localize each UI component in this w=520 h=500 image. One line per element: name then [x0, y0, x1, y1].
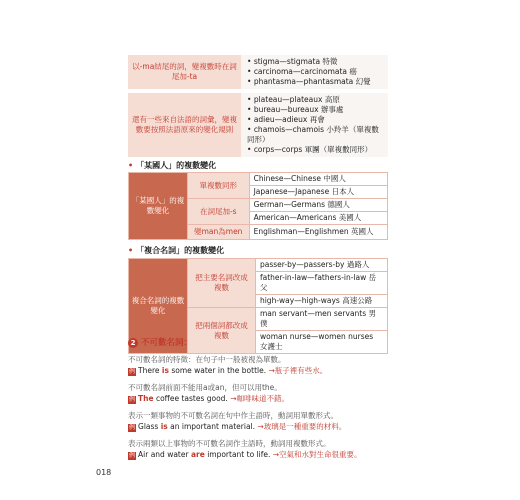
example-cell: woman nurse—women nurses 女護士: [255, 331, 387, 354]
paragraph-block: [128, 382, 388, 404]
example-sentence: 例 Air and water are important to life. →空氣和水對生命很重要。: [129, 450, 362, 459]
example-cell: Englishman—Englishmen 英國人: [249, 225, 387, 240]
rule-cell: 把主要名詞改成複數: [188, 259, 256, 308]
examples-cell: [241, 93, 388, 157]
example-tag: 例: [129, 368, 136, 375]
example-item: • chamois—chamois 小羚羊（單複數同形）: [247, 125, 379, 144]
example-tag: 例: [129, 452, 136, 459]
rule-cell: 在詞尾加-s: [188, 199, 250, 225]
example-sentence: 例 The coffee tastes good. →咖啡味道不錯。: [129, 394, 289, 403]
table-latin-french-plurals: [128, 55, 388, 157]
category-cell: 「某國人」的複數變化: [129, 173, 188, 240]
rule-cell: 單複數同形: [188, 173, 250, 199]
paragraph-block: [128, 410, 388, 432]
example-cell: German—Germans 德國人: [249, 199, 387, 212]
bullet-icon: •: [128, 161, 134, 170]
example-item: • adieu—adieux 再會: [247, 115, 325, 124]
paragraph-block: [128, 354, 388, 376]
table-row: [128, 55, 388, 89]
example-cell: Chinese—Chinese 中國人: [249, 173, 387, 186]
example-cell: passer-by—passers-by 過路人: [255, 259, 387, 272]
example-tag: 例: [129, 424, 136, 431]
section-heading-compound: • 「複合名詞」的複數變化: [128, 246, 225, 255]
example-sentence: 例 Glass is an important material. →玻璃是一種重要的材料。: [129, 422, 347, 431]
example-cell: high-way—high-ways 高速公路: [255, 295, 387, 308]
page-number: 018: [96, 468, 112, 477]
example-item: • carcinoma—carcinomata 癌: [247, 67, 357, 76]
example-cell: American—Americans 美國人: [249, 212, 387, 225]
paragraph-block: [128, 438, 388, 460]
example-item: • corps—corps 軍團（單複數同形）: [247, 145, 373, 154]
rule-cell: 變man為men: [188, 225, 250, 240]
bullet-icon: •: [128, 246, 134, 255]
table-nationality-plurals: [128, 172, 388, 240]
rule-text: 不可數名詞的特徵：在句子中一般被視為單數。: [128, 355, 286, 364]
rule-text: 表示兩類以上事物的不可數名詞作主語時，動詞用複數形式。: [128, 439, 331, 448]
example-tag: 例: [129, 396, 136, 403]
rule-text: 表示一類事物的不可數名詞在句中作主語時，動詞用單數形式。: [128, 411, 338, 420]
section-heading-nationality: • 「某國人」的複數變化: [128, 161, 217, 170]
rule-cell: 還有一些來自法語的詞彙，變複數要按照法語原來的變化規則: [128, 93, 241, 157]
rule-text: 不可數名詞前面不能用a或an，但可以用the。: [128, 383, 282, 392]
example-item: • bureau—bureaux 辦事處: [247, 105, 344, 114]
rule-cell: 以-ma結尾的詞，變複數時在詞尾加-ta: [128, 55, 241, 89]
table-row: [128, 93, 388, 157]
example-item: • plateau—plateaux 高原: [247, 95, 340, 104]
example-cell: Japanese—Japanese 日本人: [249, 186, 387, 199]
example-item: • phantasma—phantasmata 幻覺: [247, 77, 371, 86]
example-cell: father-in-law—fathers-in-law 岳父: [255, 272, 387, 295]
example-cell: man servant—men servants 男僕: [255, 308, 387, 331]
heading-uncountable-nouns: 2 不可數名詞：: [128, 336, 192, 348]
example-sentence: 例 There is some water in the bottle. →瓶子裡有些水。: [129, 366, 328, 375]
examples-cell: [241, 55, 388, 89]
number-badge: 2: [128, 338, 138, 348]
rule-cell: 把兩個詞都改成複數: [188, 308, 256, 354]
category-cell: 複合名詞的複數變化: [129, 259, 188, 354]
example-item: • stigma—stigmata 特徵: [247, 57, 338, 66]
